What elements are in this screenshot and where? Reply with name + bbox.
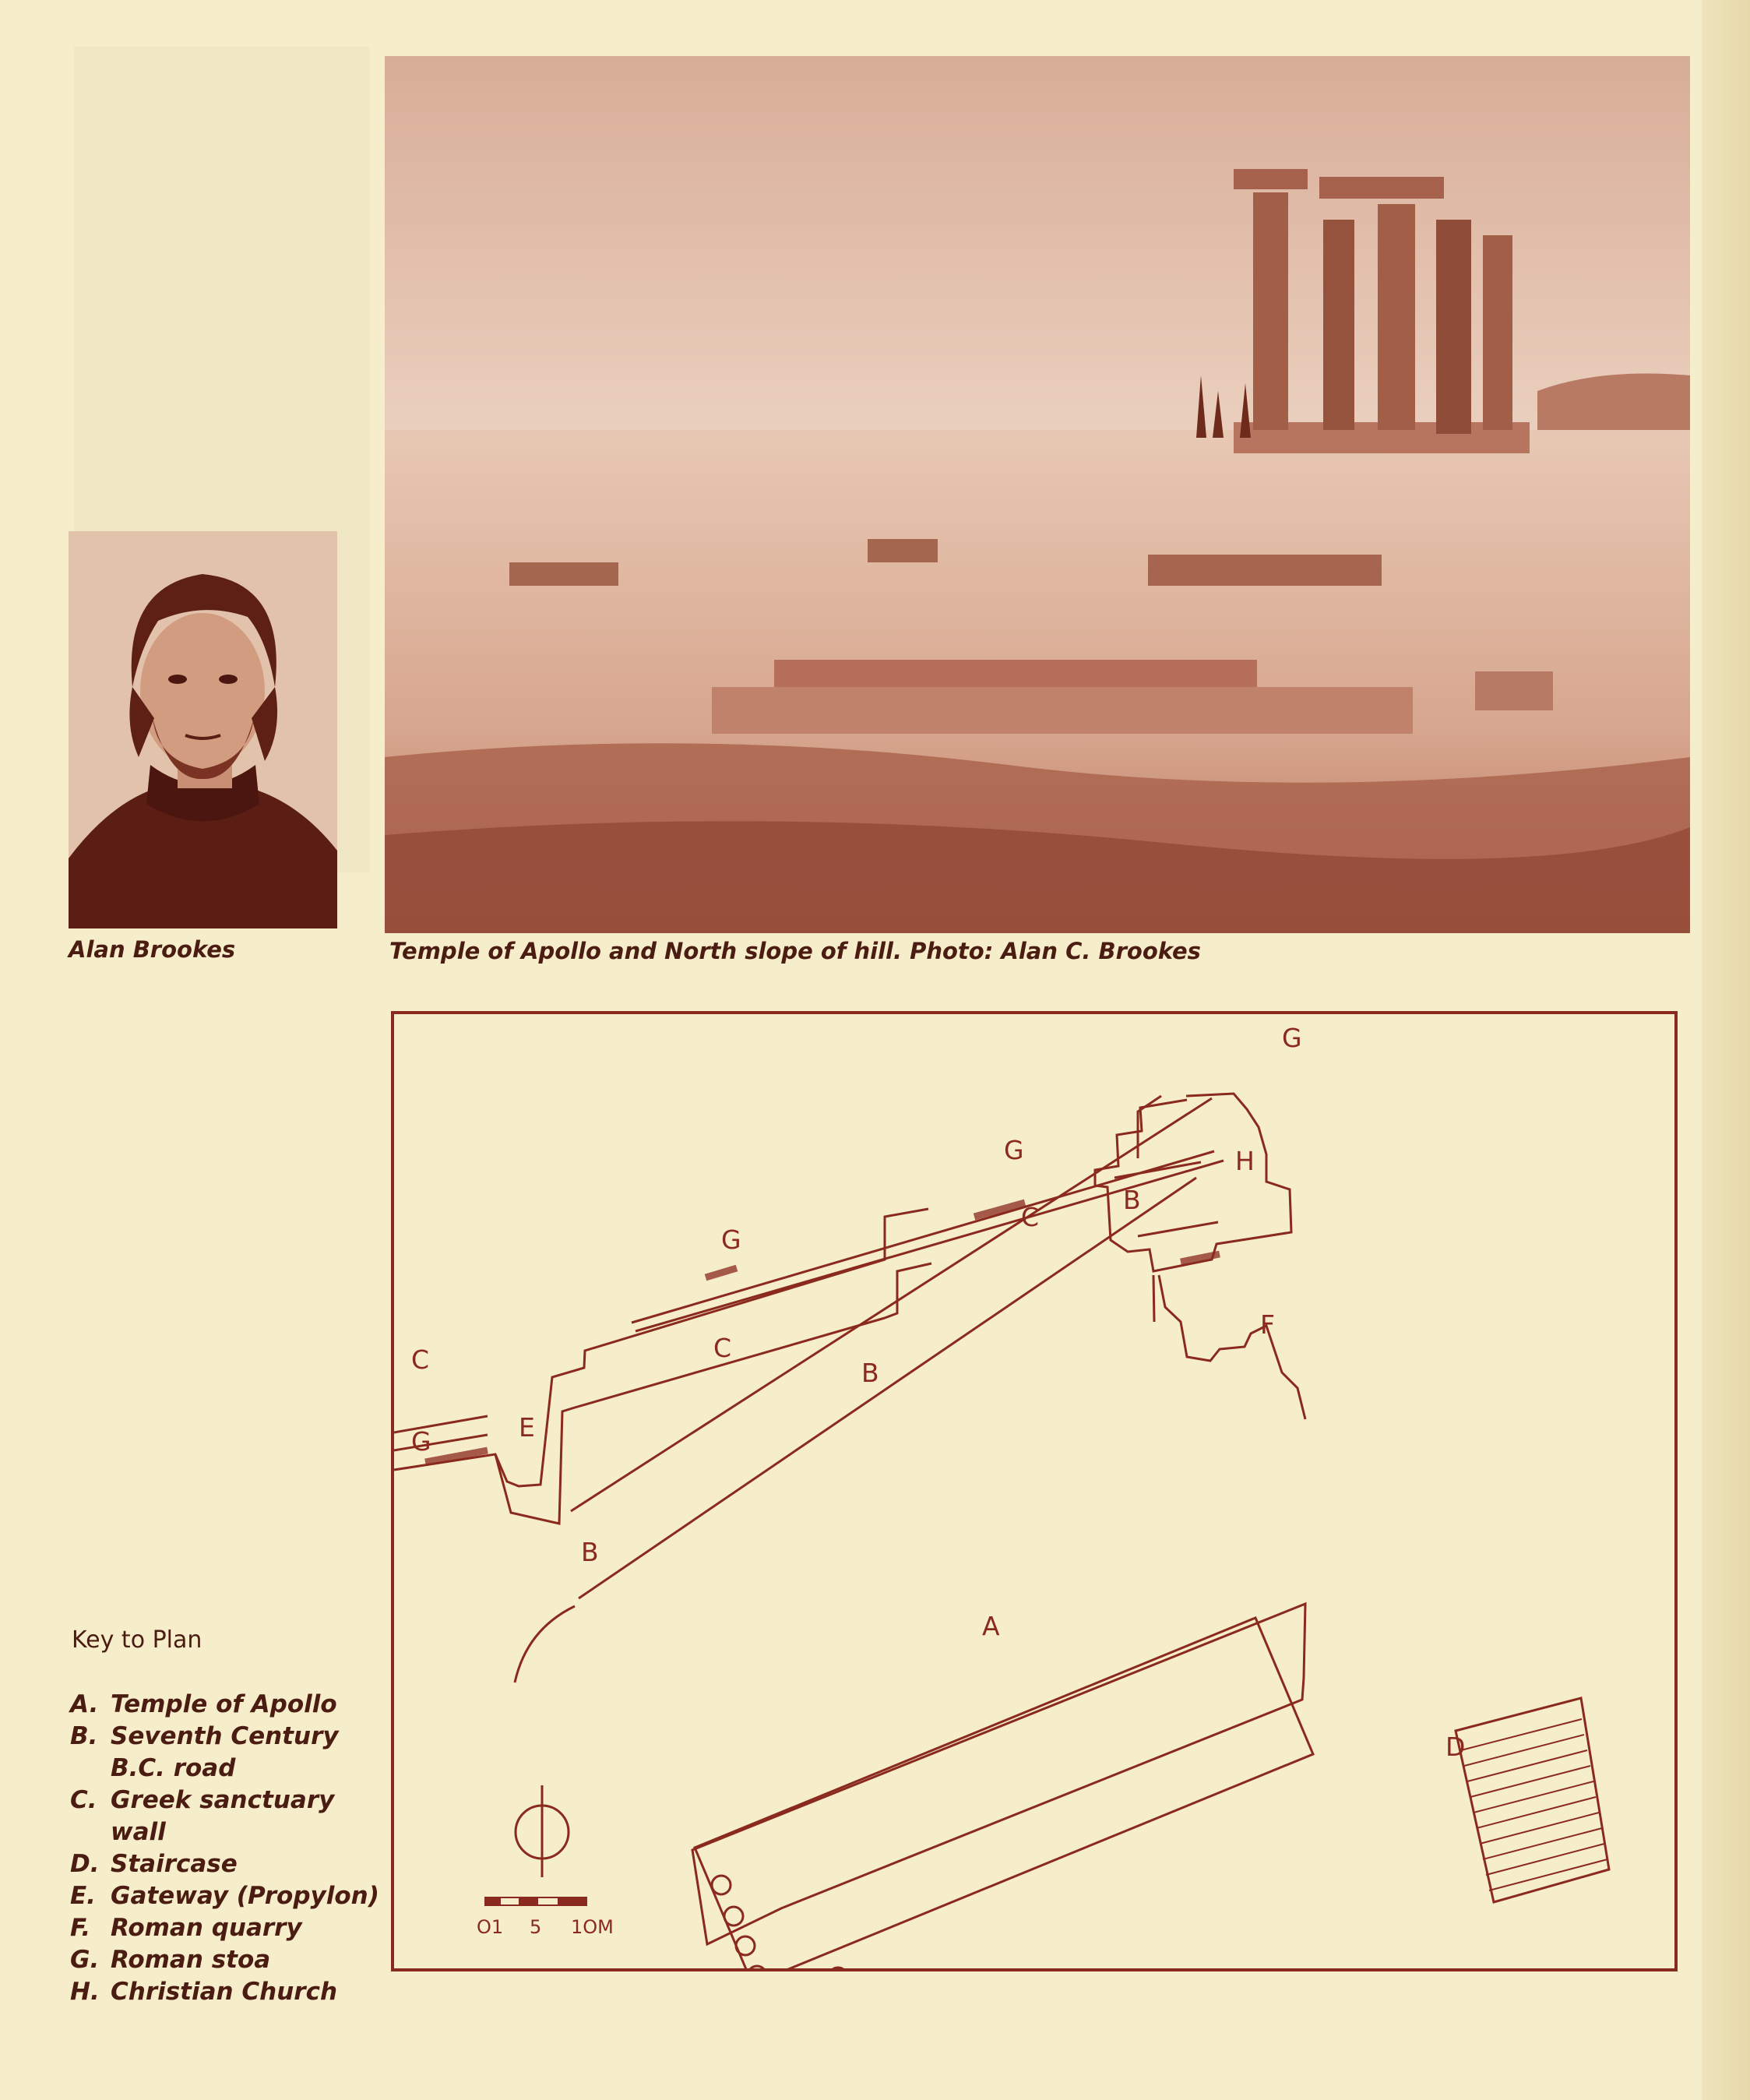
scale-label-5: 5 (530, 1916, 542, 1938)
scale-bar (477, 1897, 614, 1938)
key-list (70, 1689, 382, 2008)
stoa-g-line (632, 1151, 1214, 1323)
plan-label-f: F (1260, 1309, 1275, 1340)
key-text: Roman quarry (111, 1914, 302, 1942)
key-letter: E. (70, 1882, 96, 1910)
road-b-line (571, 1098, 1212, 1511)
key-text: Roman stoa (111, 1946, 271, 1974)
key-text: Seventh Century B.C. road (111, 1722, 339, 1782)
key-text: Staircase (111, 1850, 238, 1878)
plan-label-c: C (713, 1333, 732, 1363)
plan-label-a: A (982, 1611, 1000, 1641)
key-item (70, 1912, 382, 1944)
temple-of-apollo-photo (385, 56, 1690, 933)
key-item (70, 1880, 382, 1912)
key-letter: B. (70, 1722, 98, 1750)
key-text: Greek sanctuary wall (111, 1786, 335, 1846)
plan-label-h: H (1235, 1146, 1255, 1176)
plan-label-g: G (1282, 1023, 1302, 1053)
portrait-caption: Alan Brookes (69, 936, 236, 963)
plan-label-c: C (411, 1344, 430, 1375)
key-letter: D. (70, 1850, 100, 1878)
key-letter: H. (70, 1978, 100, 2006)
key-item (70, 1721, 382, 1785)
key-item (70, 1848, 382, 1880)
key-text: Gateway (Propylon) (111, 1882, 379, 1910)
site-plan-drawing (394, 1014, 1674, 1968)
plan-label-b: B (581, 1537, 599, 1567)
road-b-curve (515, 1606, 575, 1682)
key-text: Christian Church (111, 1978, 338, 2006)
plan-label-g: G (411, 1426, 431, 1457)
key-text: Temple of Apollo (111, 1690, 337, 1718)
church-h-outline (1095, 1094, 1291, 1271)
scale-label-0: O1 (477, 1916, 504, 1938)
sanctuary-wall-c (394, 1209, 928, 1486)
page-edge (1702, 0, 1750, 2100)
plan-label-b: B (1123, 1185, 1141, 1215)
key-item (70, 1944, 382, 1976)
plan-label-d: D (1445, 1732, 1466, 1762)
scale-label-10: 1OM (571, 1916, 614, 1938)
temple-a-outline (695, 1618, 1313, 1968)
plan-label-b: B (861, 1358, 879, 1388)
key-item (70, 1689, 382, 1721)
key-letter: C. (70, 1786, 97, 1814)
portrait-photo (69, 531, 337, 928)
key-letter: G. (70, 1946, 100, 1974)
plan-label-c: C (1021, 1202, 1040, 1232)
key-item (70, 1785, 382, 1848)
plan-label-e: E (519, 1412, 535, 1443)
plan-label-g: G (721, 1224, 741, 1255)
plan-label-g: G (1004, 1135, 1024, 1165)
key-letter: F. (70, 1914, 91, 1942)
key-item (70, 1976, 382, 2008)
key-letter: A. (70, 1690, 99, 1718)
roman-quarry-f (1159, 1275, 1305, 1419)
site-plan (391, 1011, 1678, 1971)
key-title: Key to Plan (72, 1626, 202, 1654)
temple-outline (692, 1604, 1305, 1944)
temple-photo-caption: Temple of Apollo and North slope of hill. Photo: Alan C. Brookes (389, 938, 1201, 964)
road-b-line-2 (579, 1178, 1196, 1598)
